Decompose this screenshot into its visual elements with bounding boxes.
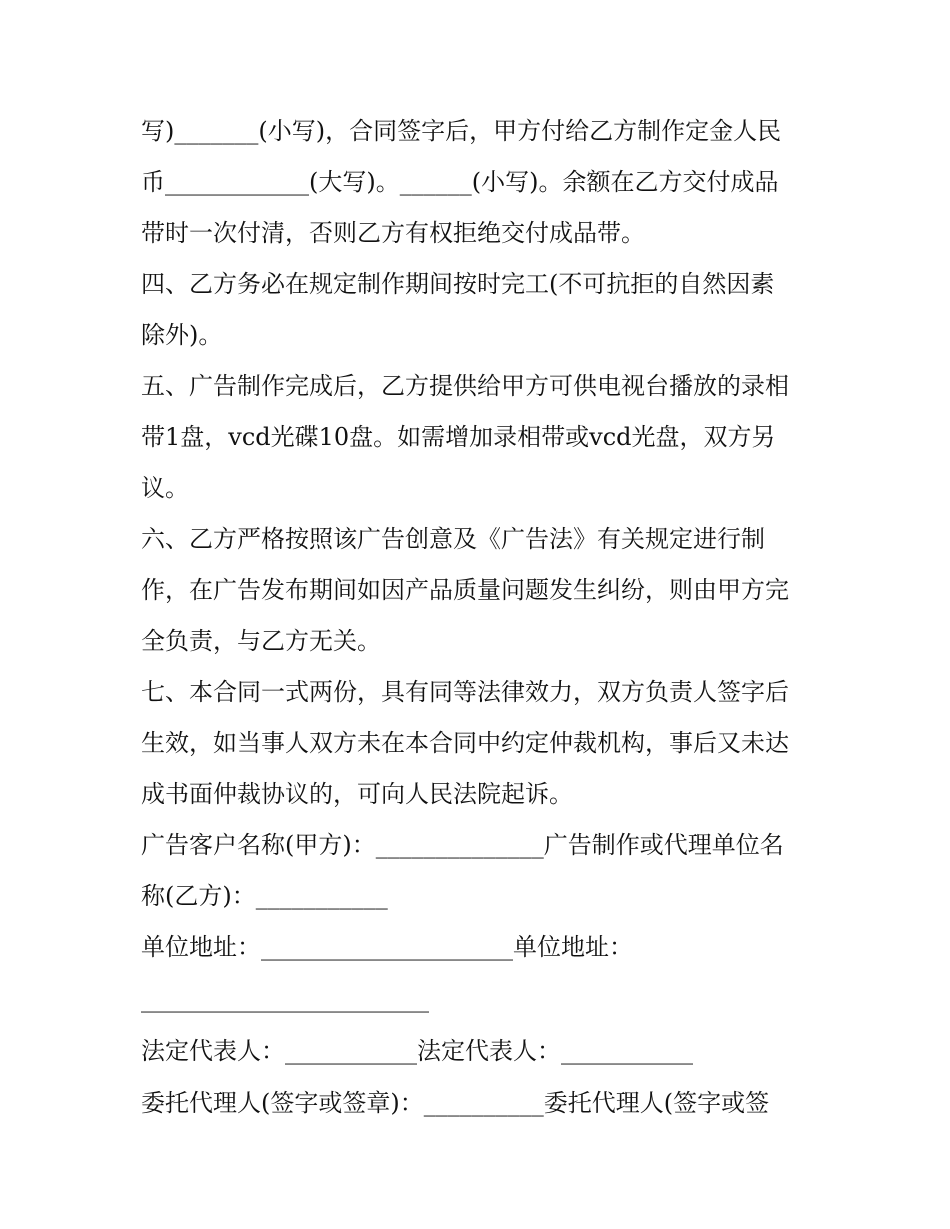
text-line-11: 全负责，与乙方无关。 [141,627,381,655]
text-line-2: 币____________(大写)。______(小写)。余额在乙方交付成品 [141,168,779,196]
text-line-12: 七、本合同一式两份，具有同等法律效力，双方负责人签字后 [141,678,789,706]
text-line-4: 四、乙方务必在规定制作期间按时完工(不可抗拒的自然因素 [141,270,775,298]
text-line-7: 带1盘，vcd光碟10盘。如需增加录相带或vcd光盘，双方另 [141,423,776,451]
text-line-18: ________________________ [141,985,429,1013]
text-line-16: 称(乙方)：___________ [141,882,388,910]
text-line-17: 单位地址：_____________________单位地址： [141,933,633,961]
text-line-9: 六、乙方严格按照该广告创意及《广告法》有关规定进行制 [141,525,765,553]
text-line-14: 成书面仲裁协议的，可向人民法院起诉。 [141,780,573,808]
text-line-6: 五、广告制作完成后，乙方提供给甲方可供电视台播放的录相 [141,372,789,400]
text-line-13: 生效，如当事人双方未在本合同中约定仲裁机构，事后又未达 [141,729,789,757]
text-line-8: 议。 [141,474,189,502]
text-line-20: 委托代理人(签字或签章)：__________委托代理人(签字或签 [141,1089,770,1117]
text-line-3: 带时一次付清，否则乙方有权拒绝交付成品带。 [141,219,645,247]
text-line-15: 广告客户名称(甲方)：______________广告制作或代理单位名 [141,831,784,859]
text-line-19: 法定代表人：___________法定代表人：___________ [141,1037,693,1065]
text-line-5: 除外)。 [141,321,223,349]
text-line-1: 写)_______(小写)，合同签字后，甲方付给乙方制作定金人民 [141,117,782,145]
contract-text [141,106,821,1129]
text-line-10: 作，在广告发布期间如因产品质量问题发生纠纷，则由甲方完 [141,576,789,604]
